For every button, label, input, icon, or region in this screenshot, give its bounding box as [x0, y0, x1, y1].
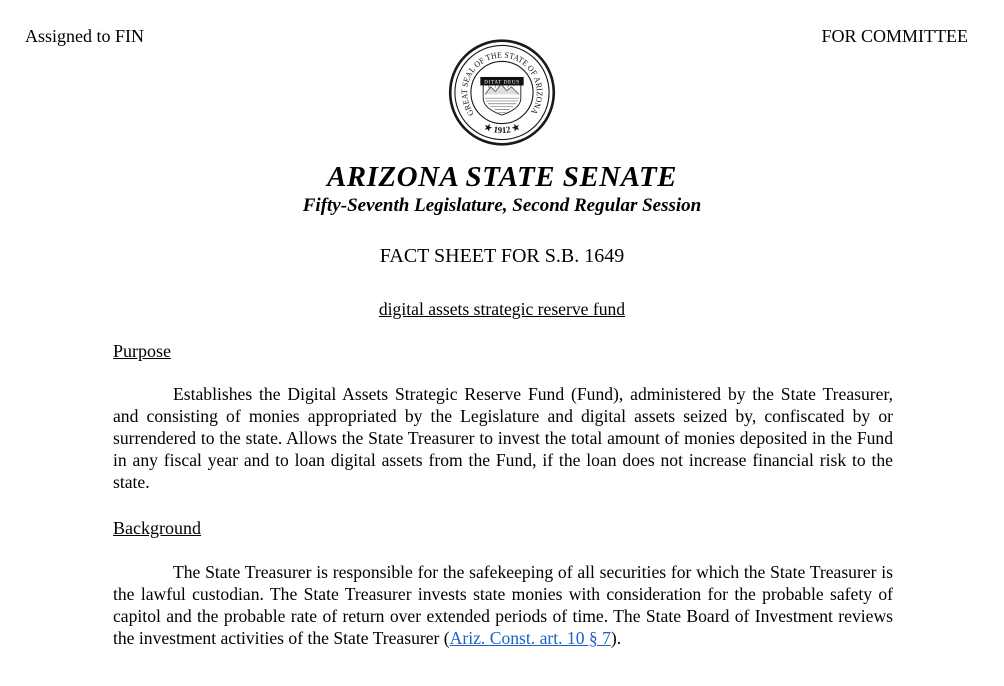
background-text-start: The State Treasurer is responsible for the safekeeping of all securities for which the State Treasurer is the lawful custodian. The State Treasurer invests state monies with consideration for the probable safety of capitol and the probable rate of return over extended periods of time. The State Board of Investment reviews the investment activities of the State Treasurer (	[113, 562, 893, 648]
bill-subject-text: digital assets strategic reserve fund	[378, 299, 626, 319]
page-subtitle: Fifty-Seventh Legislature, Second Regular Session	[302, 195, 702, 216]
arizona-state-seal	[446, 36, 559, 149]
seal-year-text: ★ 1912 ★	[482, 121, 522, 136]
purpose-paragraph: Establishes the Digital Assets Strategic Reserve Fund (Fund), administered by the State Treasurer, and consisting of monies appropriated by the Legislature and digital assets seized by, confiscated by or surrendered to the state. Allows the State Treasurer to invest the total amount of monies deposited in the Fund in any fiscal year and to loan digital assets from the Fund, if the loan does not increase financial risk to the state.	[113, 384, 893, 492]
fact-sheet-title: FACT SHEET FOR S.B. 1649	[379, 245, 625, 267]
section-heading-background: Background	[113, 518, 201, 538]
section-heading-purpose: Purpose	[113, 341, 171, 361]
bill-subject	[0, 299, 1004, 320]
committee-status-label: FOR COMMITTEE	[821, 26, 968, 46]
document-body	[113, 341, 893, 649]
assigned-to-label: Assigned to FIN	[25, 26, 145, 46]
background-paragraph	[113, 561, 893, 649]
constitution-link[interactable]: Ariz. Const. art. 10 § 7	[449, 628, 611, 648]
seal-banner-text: DITAT DEUS	[484, 79, 520, 86]
background-text-end: ).	[610, 628, 622, 648]
title-block	[0, 162, 1004, 216]
state-seal-icon	[446, 36, 559, 149]
seal-ring-text: GREAT SEAL OF THE STATE OF ARIZONA	[459, 49, 545, 118]
page-title: ARIZONA STATE SENATE	[326, 161, 678, 193]
